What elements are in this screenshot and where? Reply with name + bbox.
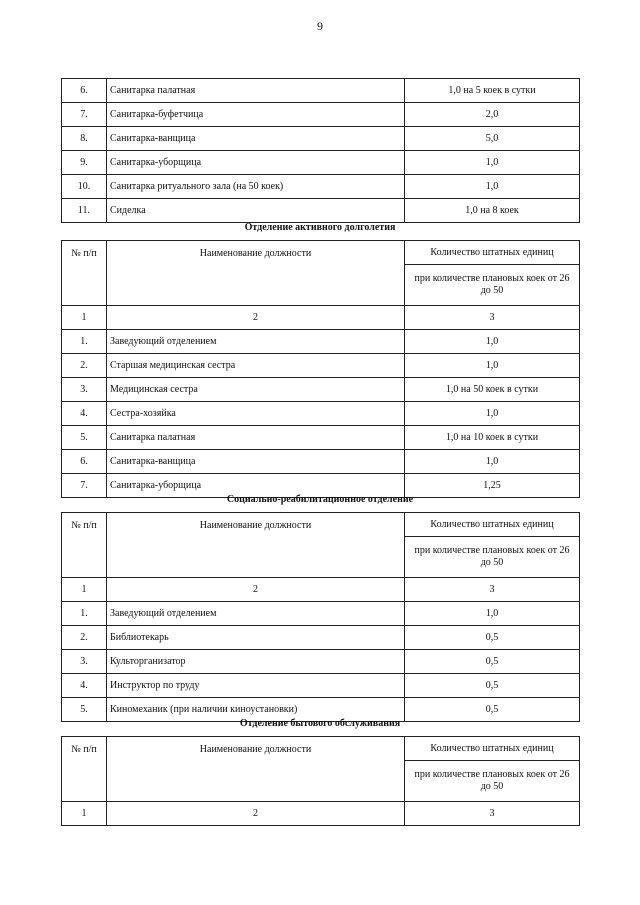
table-row: [62, 674, 580, 698]
table-row: [62, 626, 580, 650]
position-name: Киномеханик (при наличии киноустановки): [107, 698, 405, 722]
staff-units: 1,0: [405, 175, 580, 199]
staff-units: 1,0 на 8 коек: [405, 199, 580, 223]
column-header-units: Количество штатных единиц: [405, 737, 580, 761]
column-number-2: 2: [107, 802, 405, 826]
table-row: [62, 426, 580, 450]
position-name: Заведующий отделением: [107, 602, 405, 626]
header-row: [62, 513, 580, 537]
column-number-1: 1: [62, 802, 107, 826]
column-number-3: 3: [405, 802, 580, 826]
section-title-social-rehab: Социально-реабилитационное отделение: [226, 494, 414, 505]
column-subheader-beds: при количестве плановых коек от 26 до 50: [405, 761, 580, 802]
row-number: 8.: [62, 127, 107, 151]
column-header-number: № п/п: [62, 241, 107, 306]
row-number: 11.: [62, 199, 107, 223]
column-header-units: Количество штатных единиц: [405, 241, 580, 265]
table-row: [62, 103, 580, 127]
staff-table-body: [62, 737, 580, 826]
table-row: [62, 650, 580, 674]
row-number: 7.: [62, 474, 107, 498]
numbering-row: [62, 306, 580, 330]
staff-units: 1,0: [405, 151, 580, 175]
position-name: Санитарка палатная: [107, 79, 405, 103]
position-name: Санитарка-буфетчица: [107, 103, 405, 127]
staff-units: 1,0 на 50 коек в сутки: [405, 378, 580, 402]
staff-units: 5,0: [405, 127, 580, 151]
row-number: 1.: [62, 602, 107, 626]
row-number: 2.: [62, 626, 107, 650]
staff-units: 1,0: [405, 450, 580, 474]
table-row: [62, 330, 580, 354]
page-number: 9: [317, 19, 323, 33]
staff-units: 0,5: [405, 674, 580, 698]
staff-units: 1,0: [405, 330, 580, 354]
staff-units: 1,0: [405, 354, 580, 378]
table-row: [62, 127, 580, 151]
staff-units: 0,5: [405, 650, 580, 674]
table-row: [62, 450, 580, 474]
column-header-position: Наименование должности: [107, 513, 405, 578]
staff-table-continued: [61, 78, 580, 223]
section-title-household-service: Отделение бытового обслуживания: [239, 718, 401, 729]
staff-table-active-longevity: [61, 240, 580, 498]
column-header-position: Наименование должности: [107, 737, 405, 802]
column-number-1: 1: [62, 578, 107, 602]
position-name: Медицинская сестра: [107, 378, 405, 402]
position-name: Сиделка: [107, 199, 405, 223]
row-number: 3.: [62, 378, 107, 402]
column-number-2: 2: [107, 578, 405, 602]
section-title-active-longevity: Отделение активного долголетия: [244, 222, 396, 233]
header-row: [62, 241, 580, 265]
table-row: [62, 79, 580, 103]
staff-table-body: [62, 241, 580, 498]
position-name: Инструктор по труду: [107, 674, 405, 698]
row-number: 9.: [62, 151, 107, 175]
staff-table-body: [62, 79, 580, 223]
row-number: 5.: [62, 698, 107, 722]
table-row: [62, 378, 580, 402]
staff-units: 0,5: [405, 626, 580, 650]
column-number-3: 3: [405, 578, 580, 602]
header-row: [62, 737, 580, 761]
row-number: 1.: [62, 330, 107, 354]
column-header-position: Наименование должности: [107, 241, 405, 306]
row-number: 4.: [62, 402, 107, 426]
position-name: Санитарка ритуального зала (на 50 коек): [107, 175, 405, 199]
staff-table-body: [62, 513, 580, 722]
position-name: Санитарка-ванщица: [107, 127, 405, 151]
numbering-row: [62, 578, 580, 602]
row-number: 5.: [62, 426, 107, 450]
table-row: [62, 354, 580, 378]
row-number: 7.: [62, 103, 107, 127]
numbering-row: [62, 802, 580, 826]
position-name: Заведующий отделением: [107, 330, 405, 354]
column-subheader-beds: при количестве плановых коек от 26 до 50: [405, 537, 580, 578]
column-number-3: 3: [405, 306, 580, 330]
row-number: 2.: [62, 354, 107, 378]
position-name: Культорганизатор: [107, 650, 405, 674]
staff-units: 1,25: [405, 474, 580, 498]
position-name: Сестра-хозяйка: [107, 402, 405, 426]
staff-units: 1,0 на 5 коек в сутки: [405, 79, 580, 103]
position-name: Санитарка-ванщица: [107, 450, 405, 474]
column-subheader-beds: при количестве плановых коек от 26 до 50: [405, 265, 580, 306]
row-number: 6.: [62, 79, 107, 103]
row-number: 10.: [62, 175, 107, 199]
staff-units: 1,0: [405, 602, 580, 626]
table-row: [62, 602, 580, 626]
row-number: 4.: [62, 674, 107, 698]
table-row: [62, 402, 580, 426]
staff-units: 2,0: [405, 103, 580, 127]
staff-units: 1,0: [405, 402, 580, 426]
position-name: Санитарка палатная: [107, 426, 405, 450]
position-name: Санитарка-уборщица: [107, 151, 405, 175]
column-number-2: 2: [107, 306, 405, 330]
column-header-number: № п/п: [62, 737, 107, 802]
table-row: [62, 199, 580, 223]
row-number: 3.: [62, 650, 107, 674]
table-row: [62, 175, 580, 199]
position-name: Санитарка-уборщица: [107, 474, 405, 498]
staff-table-social-rehab: [61, 512, 580, 722]
column-number-1: 1: [62, 306, 107, 330]
table-row: [62, 151, 580, 175]
column-header-number: № п/п: [62, 513, 107, 578]
position-name: Старшая медицинская сестра: [107, 354, 405, 378]
row-number: 6.: [62, 450, 107, 474]
staff-units: 1,0 на 10 коек в сутки: [405, 426, 580, 450]
column-header-units: Количество штатных единиц: [405, 513, 580, 537]
staff-units: 0,5: [405, 698, 580, 722]
staff-table-household-service: [61, 736, 580, 826]
position-name: Библиотекарь: [107, 626, 405, 650]
